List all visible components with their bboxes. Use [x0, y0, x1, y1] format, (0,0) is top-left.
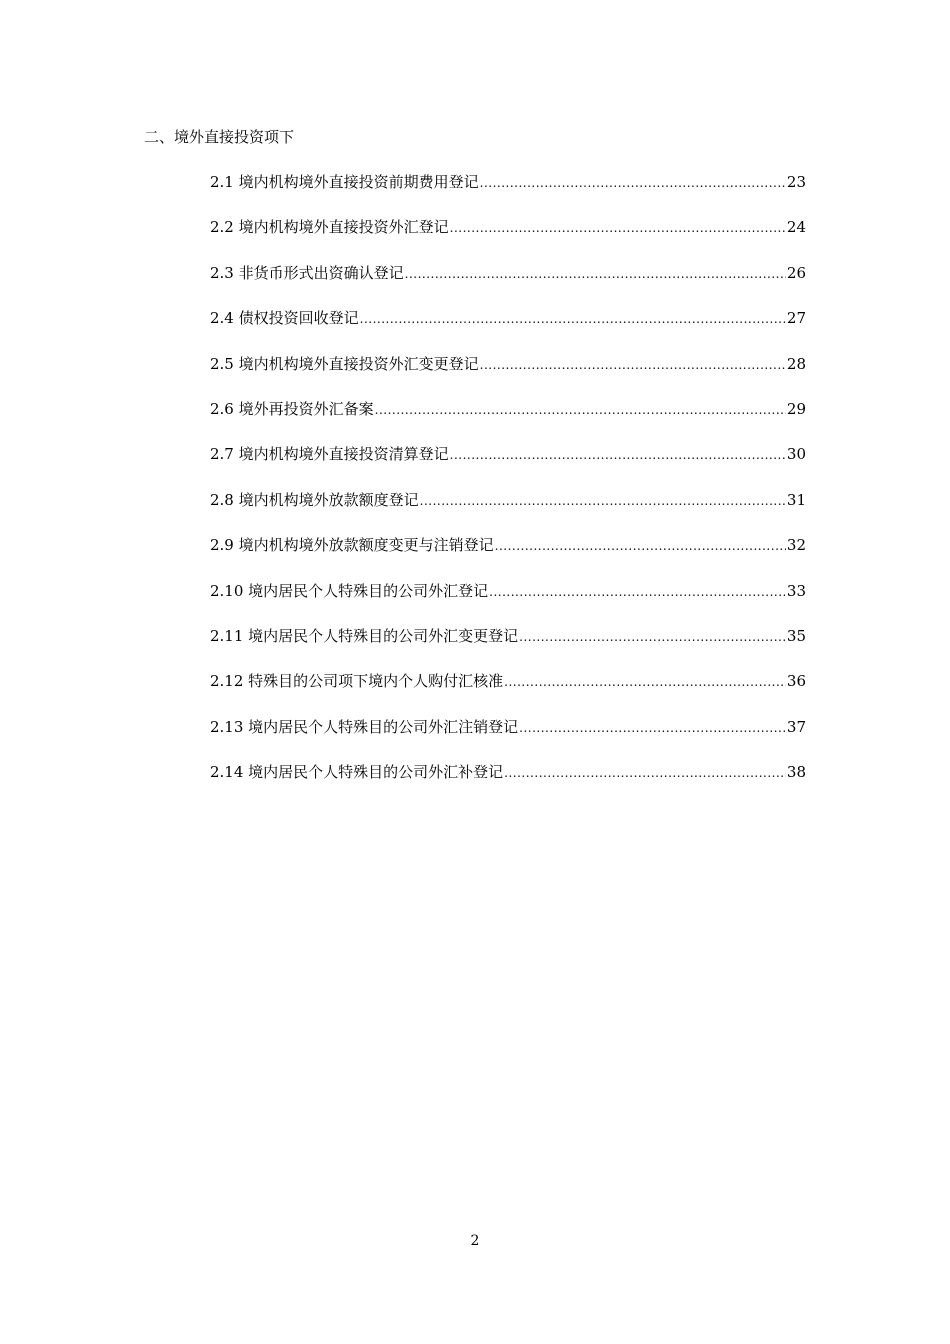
- toc-entry[interactable]: [210, 263, 806, 308]
- toc-entry-page: 38: [786, 763, 806, 782]
- toc-entry-page: 33: [786, 581, 806, 600]
- toc-entry-page: 35: [786, 626, 806, 645]
- toc-entry-title: 2.6 境外再投资外汇备案: [210, 399, 374, 418]
- toc-entry-page: 24: [786, 218, 806, 237]
- toc-dot-leader: [480, 173, 786, 193]
- toc-dot-leader: [495, 536, 786, 556]
- toc-entry-title: 2.1 境内机构境外直接投资前期费用登记: [210, 173, 479, 191]
- toc-entry-title: 2.5 境内机构境外直接投资外汇变更登记: [210, 354, 479, 373]
- toc-entry[interactable]: [210, 217, 806, 262]
- toc-entry-page: 23: [786, 173, 806, 191]
- toc-dot-leader: [480, 355, 786, 375]
- toc-entry[interactable]: [210, 490, 806, 535]
- toc-dot-leader: [450, 218, 786, 238]
- toc-entry[interactable]: [210, 399, 806, 444]
- table-of-contents: [210, 172, 806, 807]
- toc-dot-leader: [420, 491, 786, 511]
- toc-entry[interactable]: [210, 308, 806, 353]
- toc-entry-title: 2.3 非货币形式出资确认登记: [210, 263, 404, 282]
- toc-entry-title: 2.12 特殊目的公司项下境内个人购付汇核准: [210, 672, 504, 691]
- toc-dot-leader: [504, 763, 786, 783]
- toc-entry-title: 2.11 境内居民个人特殊目的公司外汇变更登记: [210, 626, 519, 645]
- toc-entry-page: 36: [786, 672, 806, 691]
- toc-entry-page: 31: [786, 490, 806, 509]
- toc-entry-title: 2.8 境内机构境外放款额度登记: [210, 490, 419, 509]
- toc-entry-page: 29: [786, 399, 806, 418]
- toc-dot-leader: [450, 445, 786, 465]
- toc-entry-page: 30: [786, 445, 806, 464]
- toc-entry-page: 37: [786, 717, 806, 736]
- toc-entry-page: 28: [786, 354, 806, 373]
- toc-entry[interactable]: [210, 671, 806, 716]
- toc-dot-leader: [405, 264, 786, 284]
- toc-entry[interactable]: [210, 354, 806, 399]
- section-heading: 二、境外直接投资项下: [144, 128, 295, 146]
- toc-entry[interactable]: [210, 762, 806, 807]
- toc-entry-title: 2.7 境内机构境外直接投资清算登记: [210, 445, 449, 464]
- toc-entry[interactable]: [210, 581, 806, 626]
- toc-dot-leader: [360, 309, 786, 329]
- toc-entry[interactable]: [210, 444, 806, 489]
- toc-entry-title: 2.13 境内居民个人特殊目的公司外汇注销登记: [210, 717, 519, 736]
- toc-entry[interactable]: [210, 172, 806, 217]
- toc-dot-leader: [489, 582, 786, 602]
- toc-entry-title: 2.10 境内居民个人特殊目的公司外汇登记: [210, 581, 489, 600]
- toc-dot-leader: [504, 672, 786, 692]
- toc-entry-page: 26: [786, 263, 806, 282]
- toc-entry[interactable]: [210, 717, 806, 762]
- toc-entry-page: 27: [786, 309, 806, 328]
- page-number: 2: [470, 1233, 480, 1249]
- toc-dot-leader: [519, 718, 786, 738]
- toc-entry[interactable]: [210, 626, 806, 671]
- toc-entry-title: 2.9 境内机构境外放款额度变更与注销登记: [210, 536, 494, 555]
- toc-entry-title: 2.2 境内机构境外直接投资外汇登记: [210, 218, 449, 237]
- toc-dot-leader: [375, 400, 786, 420]
- toc-entry-page: 32: [786, 536, 806, 555]
- toc-dot-leader: [519, 627, 786, 647]
- toc-entry-title: 2.4 债权投资回收登记: [210, 309, 359, 328]
- toc-entry[interactable]: [210, 535, 806, 580]
- toc-entry-title: 2.14 境内居民个人特殊目的公司外汇补登记: [210, 763, 504, 782]
